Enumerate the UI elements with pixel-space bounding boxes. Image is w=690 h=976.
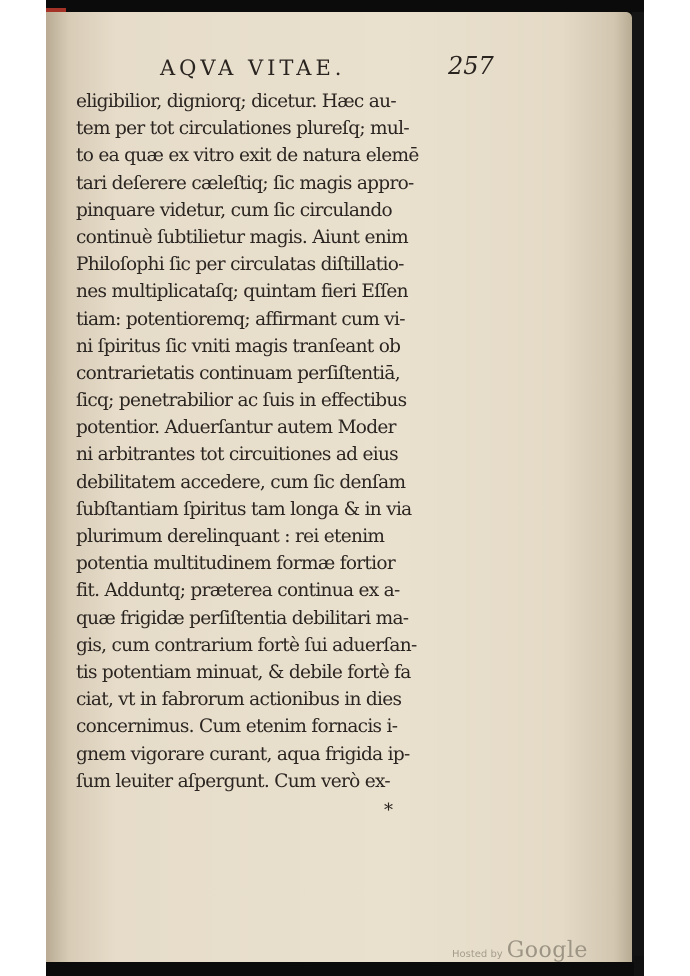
text-line: tis potentiam minuat, & debile fortè fa — [76, 661, 411, 683]
text-line: to ea quæ ex vitro exit de natura elemē — [76, 145, 419, 167]
text-line: ſicq; penetrabilior ac ſuis in effectibus — [76, 390, 407, 412]
text-line: tari deſerere cæleſtiq; ſic magis appro- — [76, 172, 414, 194]
text-line: eligibilior, digniorq; dicetur. Hæc au- — [76, 91, 396, 112]
text-line: potentia multitudinem formæ fortior — [76, 553, 395, 575]
signature-mark: * — [384, 800, 393, 821]
text-line: fit. Adduntq; præterea continua ex a- — [76, 580, 400, 602]
text-line: gnem vigorare curant, aqua frigida ip- — [76, 743, 410, 765]
text-line: ni arbitrantes tot circuitiones ad eius — [76, 444, 398, 466]
page-edge-shadow — [632, 12, 644, 962]
text-line: quæ frigidæ perſiſtentia debilitari ma- — [76, 607, 409, 629]
text-line: Philoſophi ſic per circulatas diſtillatio- — [76, 254, 404, 276]
text-line: debilitatem accedere, cum ſic denſam — [76, 471, 406, 493]
text-line: ciat, vt in fabrorum actionibus in dies — [76, 689, 402, 711]
google-logo: Google — [506, 938, 588, 963]
page-number: 257 — [448, 52, 494, 80]
body-text — [76, 88, 496, 795]
hosted-by-label: Hosted by — [452, 949, 503, 960]
text-line: ſum leuiter aſpergunt. Cum verò ex- — [76, 770, 390, 792]
text-line: potentior. Aduerſantur autem Moder — [76, 417, 396, 439]
text-line: ni ſpiritus ſic vniti magis tranſeant ob — [76, 335, 401, 357]
text-line: ſubſtantiam ſpiritus tam longa & in via — [76, 498, 412, 520]
text-line: gis, cum contrarium fortè ſui aduerſan- — [76, 634, 417, 656]
text-line: plurimum derelinquant : rei etenim — [76, 526, 385, 547]
text-line: concernimus. Cum etenim fornacis i- — [76, 716, 398, 738]
text-line: tiam: potentioremq; affirmant cum vi- — [76, 308, 405, 330]
google-watermark — [452, 938, 588, 963]
text-line: pinquare videtur, cum ſic circulando — [76, 199, 392, 221]
text-line: contrarietatis continuam perſiſtentiā, — [76, 362, 400, 384]
running-head — [112, 52, 532, 88]
scan-corner-block — [634, 956, 644, 976]
text-line: nes multiplicataſq; quintam fieri Eſſen — [76, 281, 408, 303]
text-line: continuè ſubtilietur magis. Aiunt enim — [76, 226, 408, 248]
running-title: AQVA VITAE. — [160, 56, 346, 80]
text-line: tem per tot circulationes plureſq; mul- — [76, 118, 409, 140]
